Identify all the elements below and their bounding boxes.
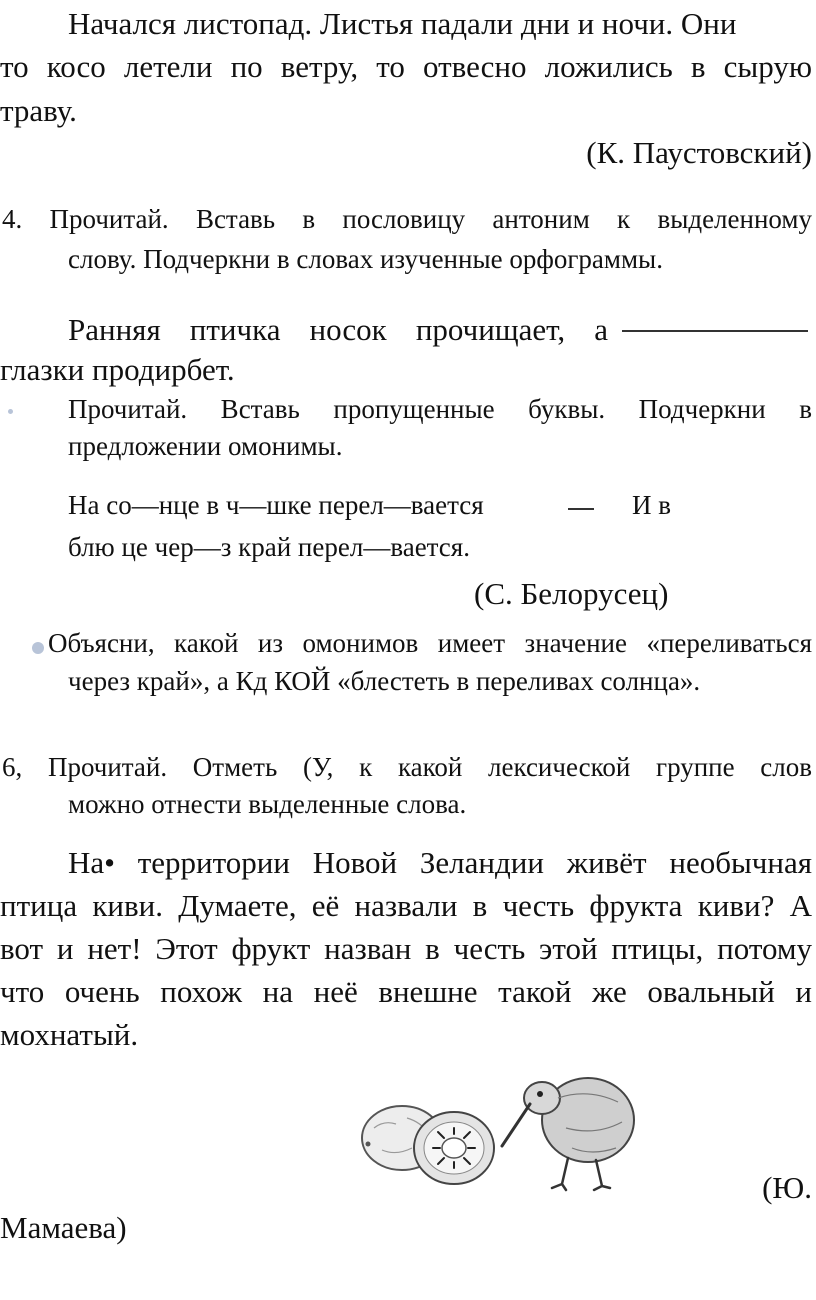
passage1-author: (К. Паустовский) [586,135,812,170]
task5-poem-line1-part2: И в [632,490,671,520]
task6-instruction-line2: можно отнести выделенные слова. [68,789,467,819]
task4-proverb-line2: глазки продирбет. [0,352,235,387]
task6-author-part2: Мамаева) [0,1210,127,1245]
poem-blank-line[interactable] [568,508,594,510]
task5-question-line1: Объясни, какой из омонимов имеет значение «переливаться [48,628,812,658]
answer-blank-line[interactable] [622,330,808,332]
passage1-line2: то косо летели по ветру, то отвесно ложились в сырую [0,49,812,84]
task5-instruction-line1: Прочитай. Вставь пропущенные буквы. Подчеркни в [68,394,812,424]
task6-text-line3: вот и нет! Этот фрукт назван в честь этой птицы, потому [0,931,812,966]
task4-proverb-line1: Ранняя птичка носок прочищает, а [68,312,608,347]
kiwi-bird-icon [502,1078,634,1190]
task6-text-line2: птица киви. Думаете, её назвали в честь фрукта киви? А [0,888,812,923]
task5-author: (С. Белорусец) [474,576,669,611]
task5-poem-line1-part1: На со—нце в ч—шке перел—вается [68,490,484,520]
task5-question-line2: через край», а Кд КОЙ «блестеть в переливах солнца». [68,666,701,696]
task6-author-part1: (Ю. [762,1170,812,1205]
kiwi-fruit-half-icon [414,1112,494,1184]
task6-text-line4: что очень похож на неё внешне такой же овальный и [0,974,812,1009]
passage1-line3: траву. [0,93,77,128]
kiwi-illustration [352,1058,652,1198]
bullet-dot [8,409,13,414]
task6-instruction-line1: 6, Прочитай. Отметь (У, к какой лексической группе слов [2,752,812,782]
task6-text-line1: На• территории Новой Зеландии живёт необычная [68,845,812,880]
task4-instruction-line2: слову. Подчеркни в словах изученные орфограммы. [68,244,663,274]
task6-text-line5: мохнатый. [0,1017,139,1052]
bullet-dot [32,642,44,654]
task4-instruction-line1: 4. Прочитай. Вставь в пословицу антоним к выделенному [2,204,812,234]
passage1-line1: Начался листопад. Листья падали дни и ночи. Они [68,6,737,41]
task5-instruction-line2: предложении омонимы. [68,431,343,461]
task5-poem-line2: блю це чер—з край перел—вается. [68,532,470,562]
